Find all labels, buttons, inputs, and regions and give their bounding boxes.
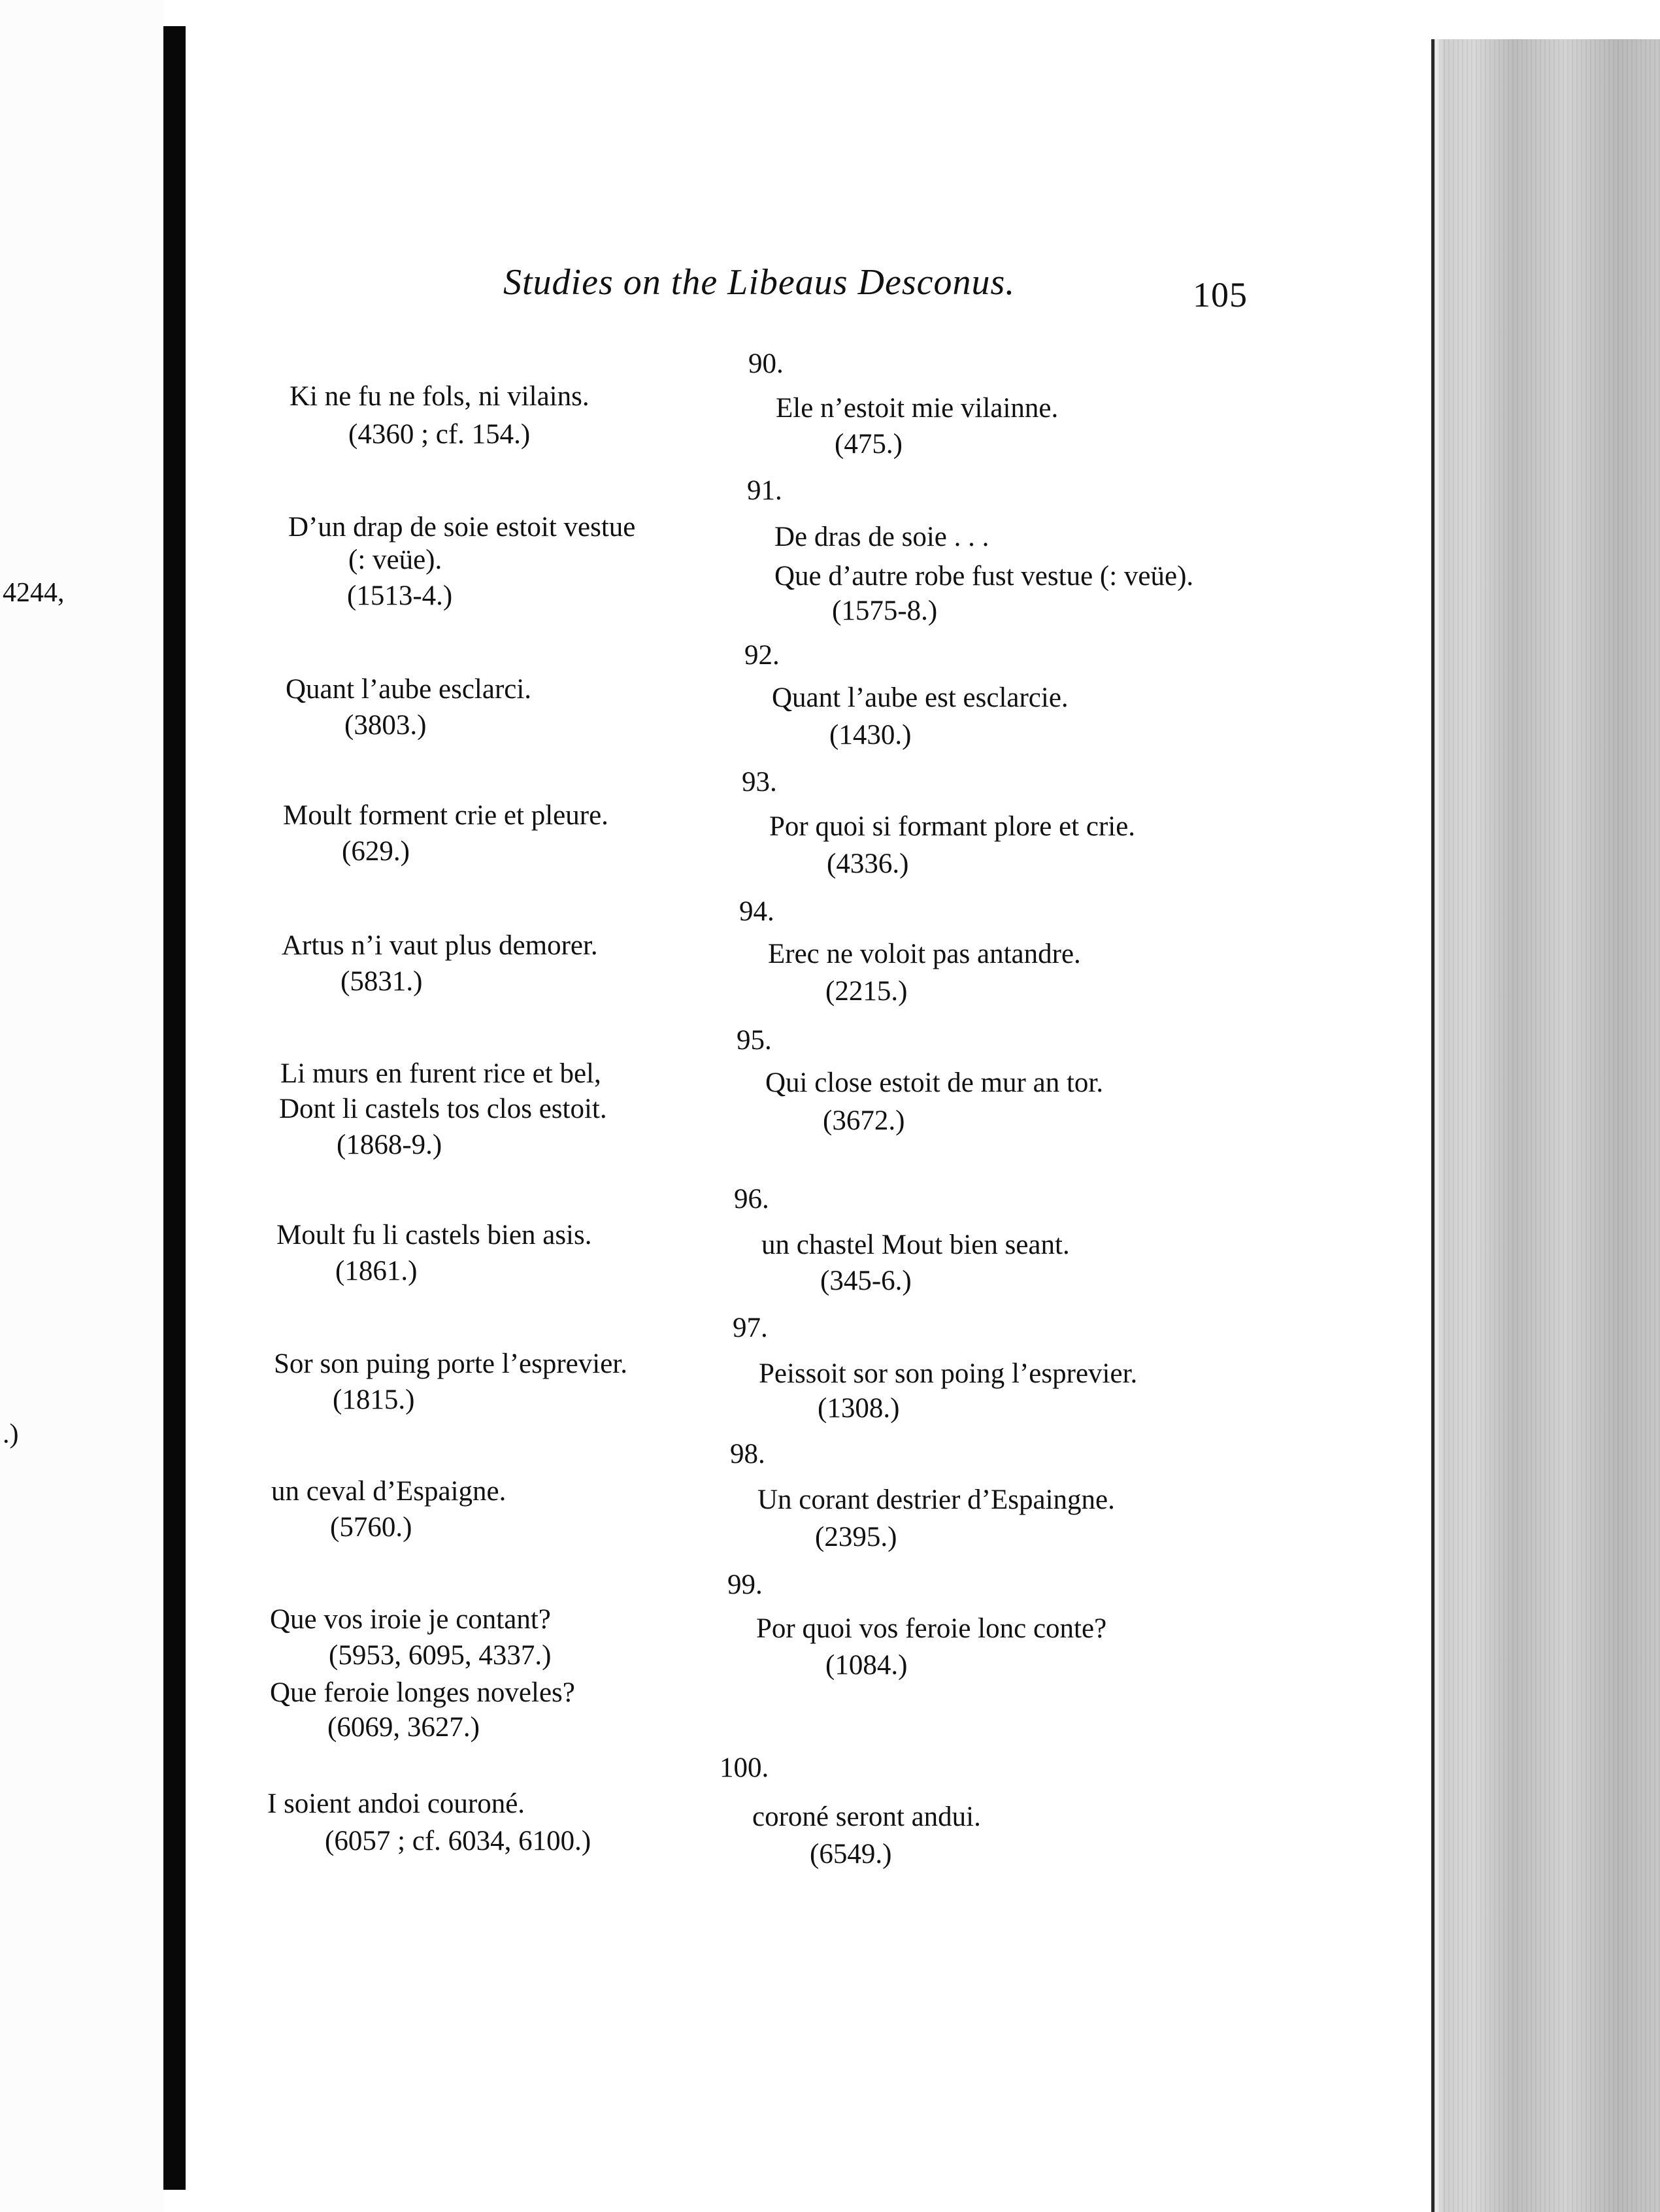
- verse-line: Artus n’i vaut plus demorer.: [282, 930, 598, 961]
- entry-number: 100.: [720, 1752, 769, 1783]
- verse-line: Moult forment crie et pleure.: [283, 800, 608, 831]
- line-reference: (1868-9.): [337, 1130, 442, 1160]
- line-reference: (1815.): [333, 1384, 415, 1415]
- entry-number: 99.: [727, 1569, 763, 1600]
- line-reference: (1861.): [335, 1256, 418, 1286]
- line-reference: (1430.): [829, 720, 912, 750]
- line-reference: (4336.): [827, 848, 909, 879]
- verse-line: Que vos iroie je contant?: [270, 1604, 551, 1635]
- verse-line: Por quoi si formant plore et crie.: [769, 811, 1136, 842]
- verse-line: D’un drap de soie estoit vestue: [288, 512, 636, 543]
- line-reference: (6057 ; cf. 6034, 6100.): [325, 1826, 591, 1856]
- verse-line: De dras de soie . . .: [774, 522, 989, 552]
- running-header: Studies on the Libeaus Desconus.: [503, 262, 1016, 303]
- verse-line: Moult fu li castels bien asis.: [276, 1220, 592, 1250]
- verse-line: Que feroie longes noveles?: [270, 1677, 575, 1708]
- facing-page: [0, 0, 163, 2212]
- page-edges-texture: [1435, 39, 1660, 2212]
- line-reference: (1575-8.): [832, 595, 938, 626]
- verse-line: Li murs en furent rice et bel,: [280, 1058, 601, 1089]
- line-reference: (1084.): [825, 1650, 908, 1681]
- verse-line: Quant l’aube esclarci.: [286, 674, 532, 705]
- line-reference: (6549.): [810, 1839, 892, 1869]
- entry-number: 95.: [737, 1025, 772, 1056]
- page-number: 105: [1193, 275, 1248, 314]
- facing-page-fragment: 4244,: [3, 578, 65, 608]
- entry-number: 96.: [734, 1184, 769, 1215]
- line-reference: (1308.): [818, 1393, 900, 1424]
- verse-line: Un corant destrier d’Espaingne.: [757, 1484, 1115, 1515]
- line-reference: (5953, 6095, 4337.): [329, 1640, 552, 1671]
- verse-line: un chastel Mout bien seant.: [761, 1230, 1070, 1260]
- line-reference: (2215.): [825, 976, 908, 1007]
- entry-number: 94.: [739, 896, 774, 927]
- line-reference: (3803.): [344, 710, 427, 741]
- facing-page-fragment: .): [3, 1419, 19, 1449]
- verse-line: Qui close estoit de mur an tor.: [765, 1067, 1104, 1098]
- line-reference: (5831.): [340, 966, 423, 997]
- verse-line: Sor son puing porte l’esprevier.: [274, 1349, 627, 1379]
- book-spine: [163, 26, 186, 2190]
- line-reference: (4360 ; cf. 154.): [348, 419, 531, 450]
- entry-number: 97.: [733, 1313, 768, 1343]
- verse-line: (: veüe).: [348, 545, 442, 575]
- verse-line: un ceval d’Espaigne.: [271, 1476, 506, 1507]
- line-reference: (629.): [342, 836, 410, 867]
- verse-line: Quant l’aube est esclarcie.: [772, 682, 1069, 713]
- verse-line: Ele n’estoit mie vilainne.: [776, 393, 1059, 424]
- verse-line: coroné seront andui.: [752, 1801, 981, 1832]
- entry-number: 93.: [742, 767, 777, 797]
- entry-number: 98.: [730, 1439, 765, 1469]
- line-reference: (345-6.): [820, 1265, 912, 1296]
- line-reference: (3672.): [823, 1105, 905, 1136]
- verse-line: I soient andoi couroné.: [267, 1788, 525, 1819]
- line-reference: (2395.): [815, 1522, 897, 1552]
- line-reference: (1513-4.): [347, 580, 453, 611]
- line-reference: (6069, 3627.): [327, 1712, 480, 1743]
- entry-number: 92.: [744, 640, 780, 671]
- entry-number: 91.: [747, 475, 782, 506]
- verse-line: Que d’autre robe fust vestue (: veüe).: [774, 561, 1194, 592]
- verse-line: Ki ne fu ne fols, ni vilains.: [290, 381, 589, 412]
- line-reference: (5760.): [330, 1512, 412, 1543]
- verse-line: Erec ne voloit pas antandre.: [768, 939, 1081, 969]
- line-reference: (475.): [835, 429, 903, 460]
- verse-line: Dont li castels tos clos estoit.: [279, 1094, 607, 1124]
- entry-number: 90.: [748, 348, 784, 379]
- verse-line: Por quoi vos feroie lonc conte?: [756, 1613, 1107, 1644]
- verse-line: Peissoit sor son poing l’esprevier.: [759, 1358, 1138, 1389]
